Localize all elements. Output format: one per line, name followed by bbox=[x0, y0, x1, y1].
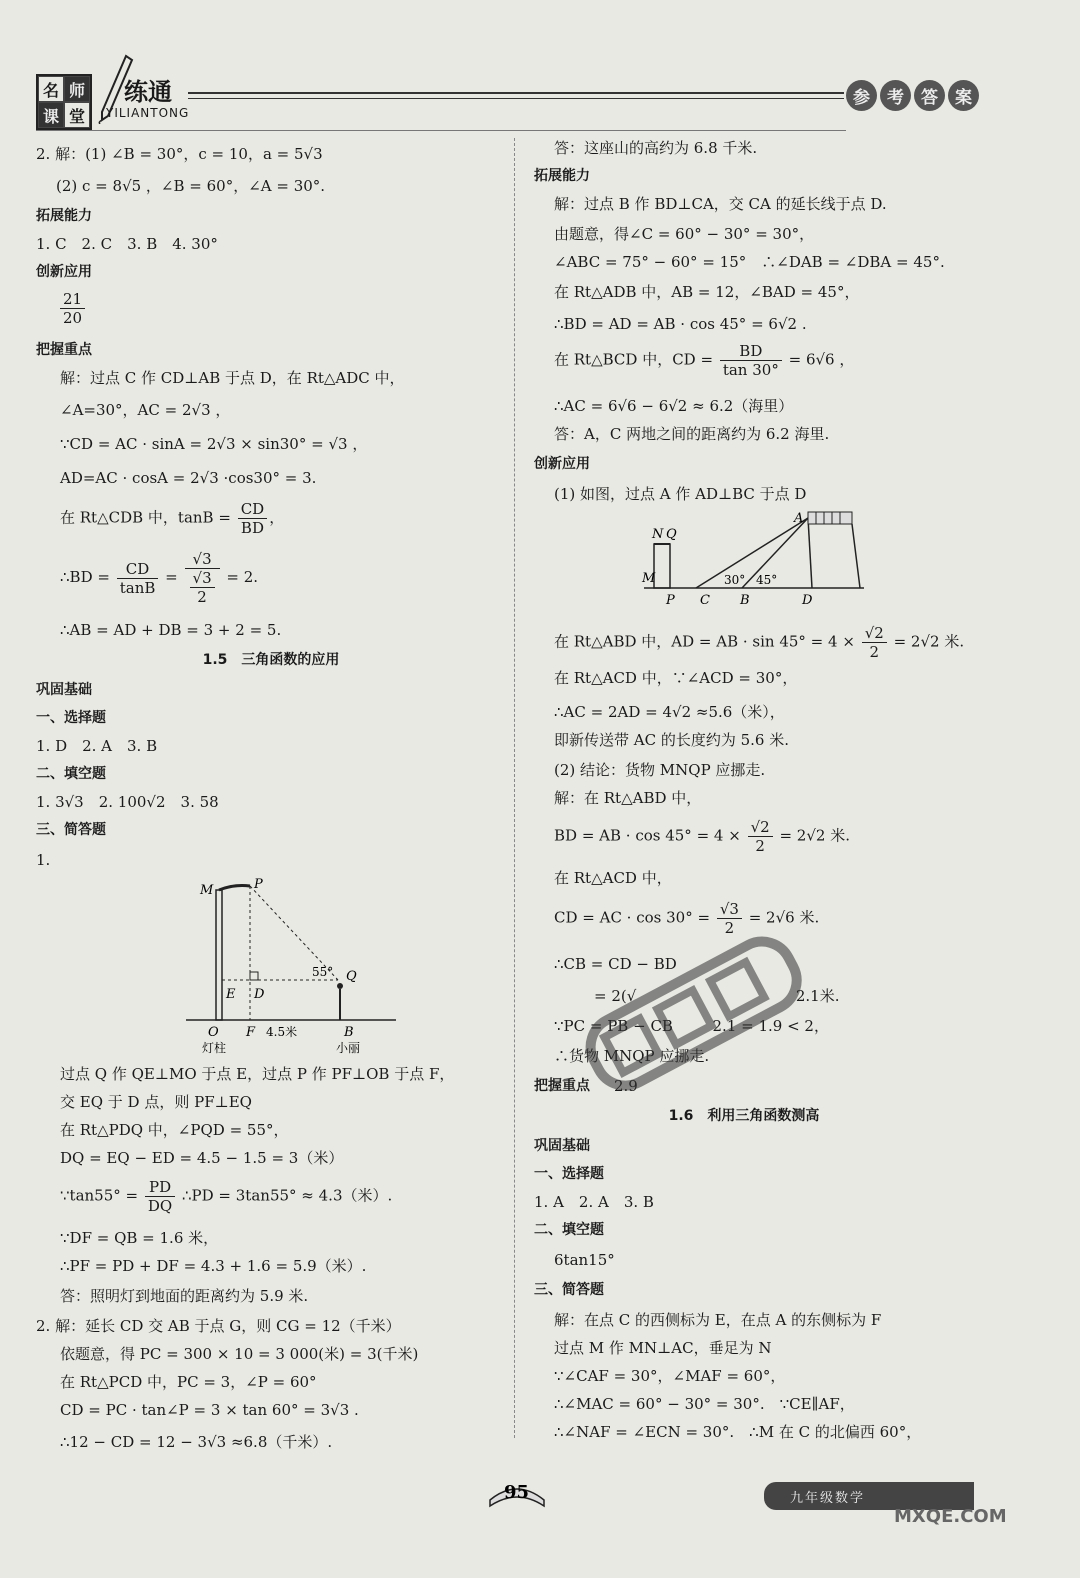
solution-line: 即新传送带 AC 的长度约为 5.6 米. bbox=[554, 731, 790, 749]
angle-45: 45° bbox=[756, 573, 778, 587]
label-E: E bbox=[226, 987, 236, 1002]
denominator: 20 bbox=[63, 309, 83, 327]
solution-line: 2. 解：延长 CD 交 AB 于点 G，则 CG = 12（千米） bbox=[36, 1317, 401, 1335]
solution-line: AD=AC · cosA = 2√3 ·cos30° = 3. bbox=[60, 469, 317, 487]
solution-line: 解：过点 C 作 CD⊥AB 于点 D，在 Rt△ADC 中， bbox=[60, 369, 405, 387]
solution-line: ∵∠CAF = 30°，∠MAF = 60°， bbox=[554, 1367, 786, 1385]
brand-name: 练通 bbox=[124, 78, 172, 106]
girl-label: 小丽 bbox=[336, 1041, 361, 1055]
solution-line: ∴AB = AD + DB = 3 + 2 = 5. bbox=[60, 621, 282, 639]
section-heading: 把握重点 bbox=[36, 342, 92, 358]
solution-line: 在 Rt△CDB 中，tanB = $\frac{CD}{BD}$ ， bbox=[60, 500, 285, 537]
label-B: B bbox=[344, 1025, 354, 1040]
label-A: A bbox=[794, 511, 804, 526]
solution-line: 在 Rt△ACD 中， bbox=[554, 869, 672, 887]
lamp-post-diagram bbox=[186, 876, 426, 1056]
solution-line: ∴BD = AD = AB · cos 45° = 6√2 . bbox=[554, 315, 807, 333]
label-M: M bbox=[200, 883, 214, 898]
denominator: 2 bbox=[197, 588, 207, 606]
label-O: O bbox=[208, 1025, 219, 1040]
answer-line: 6tan15° bbox=[554, 1251, 615, 1269]
label-P: P bbox=[666, 593, 675, 608]
solution-line: ∴PF = PD + DF = 4.3 + 1.6 = 5.9（米）. bbox=[60, 1257, 367, 1275]
text: = 2√2 米. bbox=[893, 632, 965, 651]
fraction-answer bbox=[58, 290, 87, 327]
badge-char: 考 bbox=[880, 80, 911, 111]
brand-pinyin: YILIANTONG bbox=[106, 106, 190, 120]
answer-line: 1. C 2. C 3. B 4. 30° bbox=[36, 235, 218, 253]
section-title: 1.6 利用三角函数测高 bbox=[668, 1108, 820, 1124]
text: = 2√2 米. bbox=[779, 826, 850, 845]
numerator: CD bbox=[117, 560, 159, 579]
solution-line: 答：A，C 两地之间的距离约为 6.2 海里. bbox=[554, 425, 830, 443]
text: = 2. bbox=[226, 568, 259, 586]
answer-line: (2) c = 8√5 ，∠B = 60°，∠A = 30°. bbox=[56, 177, 326, 195]
numerator: √2 bbox=[748, 818, 773, 837]
text: = 6√6 ， bbox=[788, 350, 855, 369]
site-watermark: MXQE.COM bbox=[894, 1506, 1007, 1527]
angle-30: 30° bbox=[724, 573, 746, 587]
solution-line: 交 EQ 于 D 点，则 PF⊥EQ bbox=[60, 1093, 252, 1111]
numerator: BD bbox=[720, 342, 782, 361]
denominator: 2 bbox=[869, 643, 880, 661]
denominator: tan 30° bbox=[722, 361, 779, 379]
section-heading: 创新应用 bbox=[36, 264, 92, 280]
solution-line bbox=[554, 342, 854, 379]
text: = 2√6 米. bbox=[748, 908, 820, 927]
solution-line: 依题意，得 PC = 300 × 10 = 3 000(米) = 3(千米) bbox=[60, 1345, 419, 1363]
text: ∴BD = bbox=[60, 568, 110, 586]
answer-line: 1. bbox=[36, 851, 51, 869]
solution-line: 过点 M 作 MN⊥AC，垂足为 N bbox=[554, 1339, 772, 1357]
solution-line: 解：在 Rt△ABD 中， bbox=[554, 789, 702, 807]
logo-char: 师 bbox=[64, 76, 90, 102]
denominator: BD bbox=[240, 519, 264, 537]
numerator: √3 bbox=[717, 900, 742, 919]
conveyor-diagram bbox=[634, 510, 874, 610]
label-D: D bbox=[254, 987, 265, 1002]
solution-line: 由题意，得∠C = 60° − 30° = 30°， bbox=[554, 225, 815, 243]
solution-line: ∴货物 MNQP 应挪走. bbox=[554, 1047, 710, 1065]
label-P: P bbox=[254, 877, 263, 892]
text: CD = AC · cos 30° = bbox=[554, 908, 711, 927]
label-N: N bbox=[652, 527, 664, 542]
label-M: M bbox=[642, 571, 656, 586]
numerator: PD bbox=[145, 1178, 175, 1197]
solution-line: 解：过点 B 作 BD⊥CA，交 CA 的延长线于点 D. bbox=[554, 195, 887, 213]
badge-char: 参 bbox=[846, 80, 877, 111]
numerator: √2 bbox=[862, 624, 887, 643]
section-heading: 三、简答题 bbox=[36, 822, 106, 838]
solution-line: 过点 Q 作 QE⊥MO 于点 E，过点 P 作 PF⊥OB 于点 F， bbox=[60, 1065, 455, 1083]
solution-line: 解：在点 C 的西侧标为 E，在点 A 的东侧标为 F bbox=[554, 1311, 882, 1329]
section-heading: 三、简答题 bbox=[534, 1282, 604, 1298]
numerator: √3 bbox=[185, 550, 220, 569]
answer-line: 1. 3√3 2. 100√2 3. 58 bbox=[36, 793, 219, 811]
section-heading: 一、选择题 bbox=[36, 710, 106, 726]
denominator: 2 bbox=[724, 919, 735, 937]
text: = 2(√ bbox=[594, 987, 637, 1005]
text: 2.1 = 1.9 < 2， bbox=[712, 1017, 829, 1035]
logo-char: 名 bbox=[38, 76, 64, 102]
solution-line: ∴∠MAC = 60° − 30° = 30°. ∵CE∥AF， bbox=[554, 1395, 855, 1413]
label-D: D bbox=[802, 593, 813, 608]
text: 在 Rt△ABD 中，AD = AB · sin 45° = 4 × bbox=[554, 632, 855, 651]
solution-line: ∴AC = 6√6 − 6√2 ≈ 6.2（海里） bbox=[554, 397, 794, 415]
watermark-stamp bbox=[566, 918, 826, 1118]
logo-char: 堂 bbox=[64, 102, 90, 128]
solution-line: ∵CD = AC · sinA = 2√3 × sin30° = √3 ， bbox=[60, 435, 368, 453]
column-divider bbox=[514, 138, 516, 1438]
section-heading: 拓展能力 bbox=[36, 208, 92, 224]
text: 在 Rt△BCD 中，CD = bbox=[554, 350, 714, 369]
section-title: 1.5 三角函数的应用 bbox=[202, 652, 340, 668]
header-rule bbox=[188, 92, 844, 94]
solution-line: 在 Rt△ACD 中，∵∠ACD = 30°， bbox=[554, 669, 798, 687]
section-heading: 一、选择题 bbox=[534, 1166, 604, 1182]
denominator: DQ bbox=[147, 1197, 173, 1215]
solution-line: 答：照明灯到地面的距离约为 5.9 米. bbox=[60, 1287, 309, 1305]
label-C: C bbox=[700, 593, 710, 608]
solution-line: ∠ABC = 75° − 60° = 15° ∴∠DAB = ∠DBA = 45°. bbox=[554, 253, 945, 271]
text: ∵PC = PB − CB bbox=[554, 1017, 673, 1035]
label-Q: Q bbox=[666, 527, 677, 542]
solution-line bbox=[60, 550, 258, 606]
label-B: B bbox=[740, 593, 750, 608]
solution-line: CD = PC · tan∠P = 3 × tan 60° = 3√3 . bbox=[60, 1401, 359, 1419]
solution-line: ∠A=30°，AC = 2√3 ， bbox=[60, 401, 231, 419]
solution-line: 在 Rt△PDQ 中，∠PQD = 55°， bbox=[60, 1121, 289, 1139]
text: ∴PD = 3tan55° ≈ 4.3（米）. bbox=[182, 1186, 393, 1205]
numerator: CD bbox=[238, 500, 268, 519]
numerator: 21 bbox=[60, 290, 85, 309]
solution-line: ∴CB = CD − BD bbox=[554, 955, 677, 973]
header-rule bbox=[36, 130, 846, 131]
solution-line: ∴AC = 2AD = 4√2 ≈5.6（米）， bbox=[554, 703, 785, 721]
grade-subject-tab: 九年级数学 bbox=[764, 1482, 974, 1510]
page-number-badge bbox=[486, 1472, 548, 1508]
solution-line: ∵DF = QB = 1.6 米， bbox=[60, 1229, 219, 1247]
text: ∵tan55° = bbox=[60, 1186, 139, 1205]
section-heading: 巩固基础 bbox=[36, 682, 92, 698]
text: 2.1米. bbox=[795, 987, 840, 1005]
section-heading: 二、填空题 bbox=[36, 766, 106, 782]
section-heading: 把握重点 bbox=[534, 1078, 590, 1094]
section-heading: 二、填空题 bbox=[534, 1222, 604, 1238]
angle-label: 55° bbox=[312, 965, 334, 979]
solution-line: 在 Rt△ADB 中，AB = 12，∠BAD = 45°， bbox=[554, 283, 860, 301]
solution-line bbox=[554, 624, 964, 661]
solution-line: (1) 如图，过点 A 作 AD⊥BC 于点 D bbox=[554, 485, 807, 503]
answer-line: 2. 解：(1) ∠B = 30°，c = 10，a = 5√3 bbox=[36, 145, 323, 163]
answer-line: 1. A 2. A 3. B bbox=[534, 1193, 654, 1211]
answer-line: 2.9 bbox=[614, 1077, 638, 1095]
numerator: √3 bbox=[190, 569, 215, 588]
publisher-logo bbox=[36, 74, 92, 130]
label-Q: Q bbox=[346, 969, 357, 984]
denominator: tanB bbox=[119, 578, 156, 597]
distance-label: 4.5米 bbox=[266, 1025, 298, 1039]
answer-line: 1. D 2. A 3. B bbox=[36, 737, 158, 755]
text: = bbox=[165, 568, 178, 586]
lamp-label: 灯柱 bbox=[202, 1041, 227, 1055]
solution-line: 在 Rt△PCD 中，PC = 3，∠P = 60° bbox=[60, 1373, 317, 1391]
solution-line: DQ = EQ − ED = 4.5 − 1.5 = 3（米） bbox=[60, 1149, 344, 1167]
section-heading: 巩固基础 bbox=[534, 1138, 590, 1154]
logo-char: 课 bbox=[38, 102, 64, 128]
badge-char: 案 bbox=[948, 80, 979, 111]
solution-line: (2) 结论：货物 MNQP 应挪走. bbox=[554, 761, 766, 779]
header-rule bbox=[188, 98, 844, 99]
badge-char: 答 bbox=[914, 80, 945, 111]
solution-line bbox=[554, 818, 850, 855]
text: 在 Rt△CDB 中，tanB = bbox=[60, 508, 231, 527]
denominator: 2 bbox=[755, 837, 765, 855]
solution-line: 答：这座山的高约为 6.8 千米. bbox=[554, 139, 758, 157]
section-heading: 拓展能力 bbox=[534, 168, 590, 184]
text: BD = AB · cos 45° = 4 × bbox=[554, 826, 741, 845]
solution-line: ∴∠NAF = ∠ECN = 30°. ∴M 在 C 的北偏西 60°， bbox=[554, 1423, 922, 1441]
label-F: F bbox=[246, 1025, 256, 1040]
page-number: 95 bbox=[504, 1482, 530, 1503]
solution-line: ∴12 − CD = 12 − 3√3 ≈6.8（千米）. bbox=[60, 1433, 333, 1451]
reference-answer-badge bbox=[846, 80, 980, 112]
section-heading: 创新应用 bbox=[534, 456, 590, 472]
solution-line bbox=[60, 1178, 392, 1215]
